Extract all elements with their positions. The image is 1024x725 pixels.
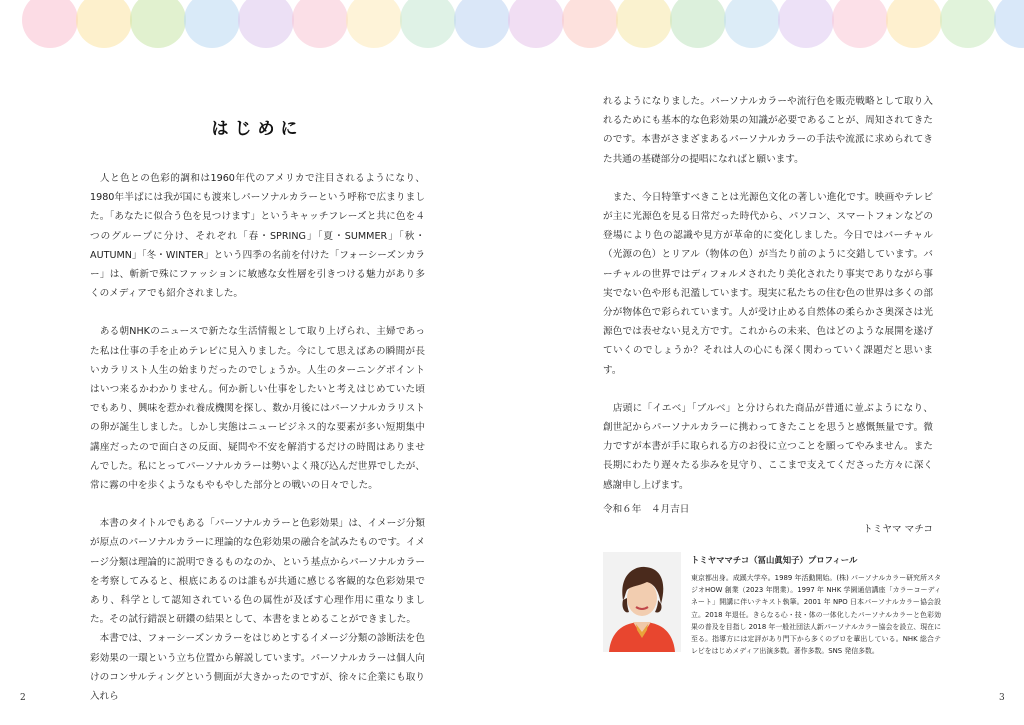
pastel-dot [508,0,564,48]
intro-paragraph-2: ある朝NHKのニュースで新たな生活情報として取り上げられ、主婦であった私は仕事の手を止めテレビに見入りました。今にして思えばあの瞬間が長いカラリスト人生の始まりだったのでしょうか。人生のターニングポイントはいつ来るかわかりません。何か新しい仕事をしたいと考えはじめていた頃でもあり、興味を惹かれ養成機関を探し、数か月後にはパーソナルカラリストの卵が誕生しました。しかし実態はニュービジネス的な要素が多い短期集中講座だったので面白さの反面、疑問や不安を解消するだけの時間はありませんでした。私にとってパーソナルカラーは勢いよく飛び込んだ世界でしたが、常に霧の中を歩くようなもやもやした部分との戦いの日々でした。 [90,326,425,492]
pastel-dot [238,0,294,48]
left-page [90,92,425,725]
pastel-dot [886,0,942,48]
profile-title: トミヤママチコ（冨山眞知子）プロフィール [691,555,858,565]
author-profile [603,552,941,662]
pastel-dot [832,0,888,48]
pastel-dot [292,0,348,48]
page-number-left: 2 [20,693,26,703]
pastel-dot [130,0,186,48]
author-signature: トミヤマ マチコ [863,523,933,535]
pastel-dot [994,0,1024,48]
pastel-dot [940,0,996,48]
portrait-illustration [603,552,681,652]
pastel-dot [400,0,456,48]
intro-paragraph-4: 本書では、フォーシーズンカラーをはじめとするイメージ分類の診断法を色彩効果の一環という立ち位置から解説しています。パーソナルカラーは個人向けのコンサルティングという側面が大きかったのですが、徐々に企業にも取り入れら [90,633,425,703]
intro-paragraph-7: 店頭に「イエベ」「ブルベ」と分けられた商品が普通に並ぶようになり、創世記からパーソナルカラーに携わってきたことを思うと感慨無量です。微力ですが本書が手に取られる方のお役に立つことを願ってやみません。また長期にわたり遅々たる歩みを見守り、ここまで支えてくださった方々に深く感謝申し上げます。 [603,402,933,491]
pastel-dot [562,0,618,48]
date-line: 令和６年 ４月吉日 [603,503,690,515]
author-portrait [603,552,681,652]
page-title: はじめに [211,119,304,139]
pastel-dot [22,0,78,48]
pastel-dot [346,0,402,48]
pastel-dot [454,0,510,48]
profile-text [691,554,941,657]
page-number-right: 3 [999,693,1005,703]
intro-paragraph-3: 本書のタイトルでもある「パーソナルカラーと色彩効果」は、イメージ分類が原点のパーソナルカラーに理論的な色彩効果の融合を試みたものです。イメージ分類は理論的に説明できるものなのか、という基点からパーソナルカラーを考察してみると、根底にあるのは誰もが共通に感じる客観的な色彩効果であり、科学として認知されている色の属性が及ぼす心理作用に重なりました。その試行錯誤と研鑽の結果として、本書をまとめることができました。 [90,518,425,626]
profile-body: 東京都出身。成蹊大学卒。1989 年活動開始。(株) パーソナルカラー研究所スタジオHOW 創業（2023 年閉業）。1997 年 NHK 学園通信講座「カラーコーディネート」開講に伴いテキスト執筆。2001 年 NPO 日本パーソナルカラー協会設立。2018 年退任。きらなる心・技・体の一体化したパーソナルカラーと色彩効果の普及を目指し 2018 年一般社団法人新パーソナルカラー協会を設立、現在に至る。指導方には定評があり門下から多くのプロを輩出している。NHK 総合テレビをはじめメディア出演多数。著作多数。SNS 発信多数。 [691,574,941,656]
right-page [603,92,933,535]
pastel-dot [184,0,240,48]
intro-paragraph-5: れるようになりました。パーソナルカラーや流行色を販売戦略として取り入れるためにも基本的な色彩効果の知識が必要であることが、周知されてきたのです。本書がさまざまあるパーソナルカラーの手法や流派に求められてきた共通の基礎部分の提唱になればと願います。 [603,96,933,165]
pastel-dot [778,0,834,48]
pastel-dot [76,0,132,48]
decorative-dot-banner [0,0,1024,60]
intro-paragraph-6: また、今日特筆すべきことは光源色文化の著しい進化です。映画やテレビが主に光源色を見る日常だった時代から、パソコン、スマートフォンなどの登場により色の認識や見方が革命的に変化しました。今日ではバーチャル（光源の色）とリアル（物体の色）が当たり前のように交錯しています。バーチャルの世界ではディフォルメされたり美化されたり事実でありながら事実でない色や形も氾濫しています。現実に私たちの住む色の世界は多くの部分が物体色で彩られています。人が受け止める自然体の柔らかさ奥深さは光源色では表せない見え方です。これからの未来、色はどのような展開を遂げていくのでしょうか？それは人の心にも深く関わっていく課題だと思います。 [603,191,933,376]
intro-paragraph-1: 人と色との色彩的調和は1960年代のアメリカで注目されるようになり、1980年半ばには我が国にも渡来しパーソナルカラーという呼称で広まりました。「あなたに似合う色を見つけます」というキャッチフレーズと共に色を４つのグループに分け、それぞれ「春・SPRING」「夏・SUMMER」「秋・AUTUMN」「冬・WINTER」という四季の名前を付けた「フォーシーズンカラー」は、斬新で殊にファッションに敏感な女性層を引きつける魅力があり多くのメディアでも紹介されました。 [90,173,425,300]
pastel-dot [724,0,780,48]
pastel-dot [616,0,672,48]
pastel-dot [670,0,726,48]
